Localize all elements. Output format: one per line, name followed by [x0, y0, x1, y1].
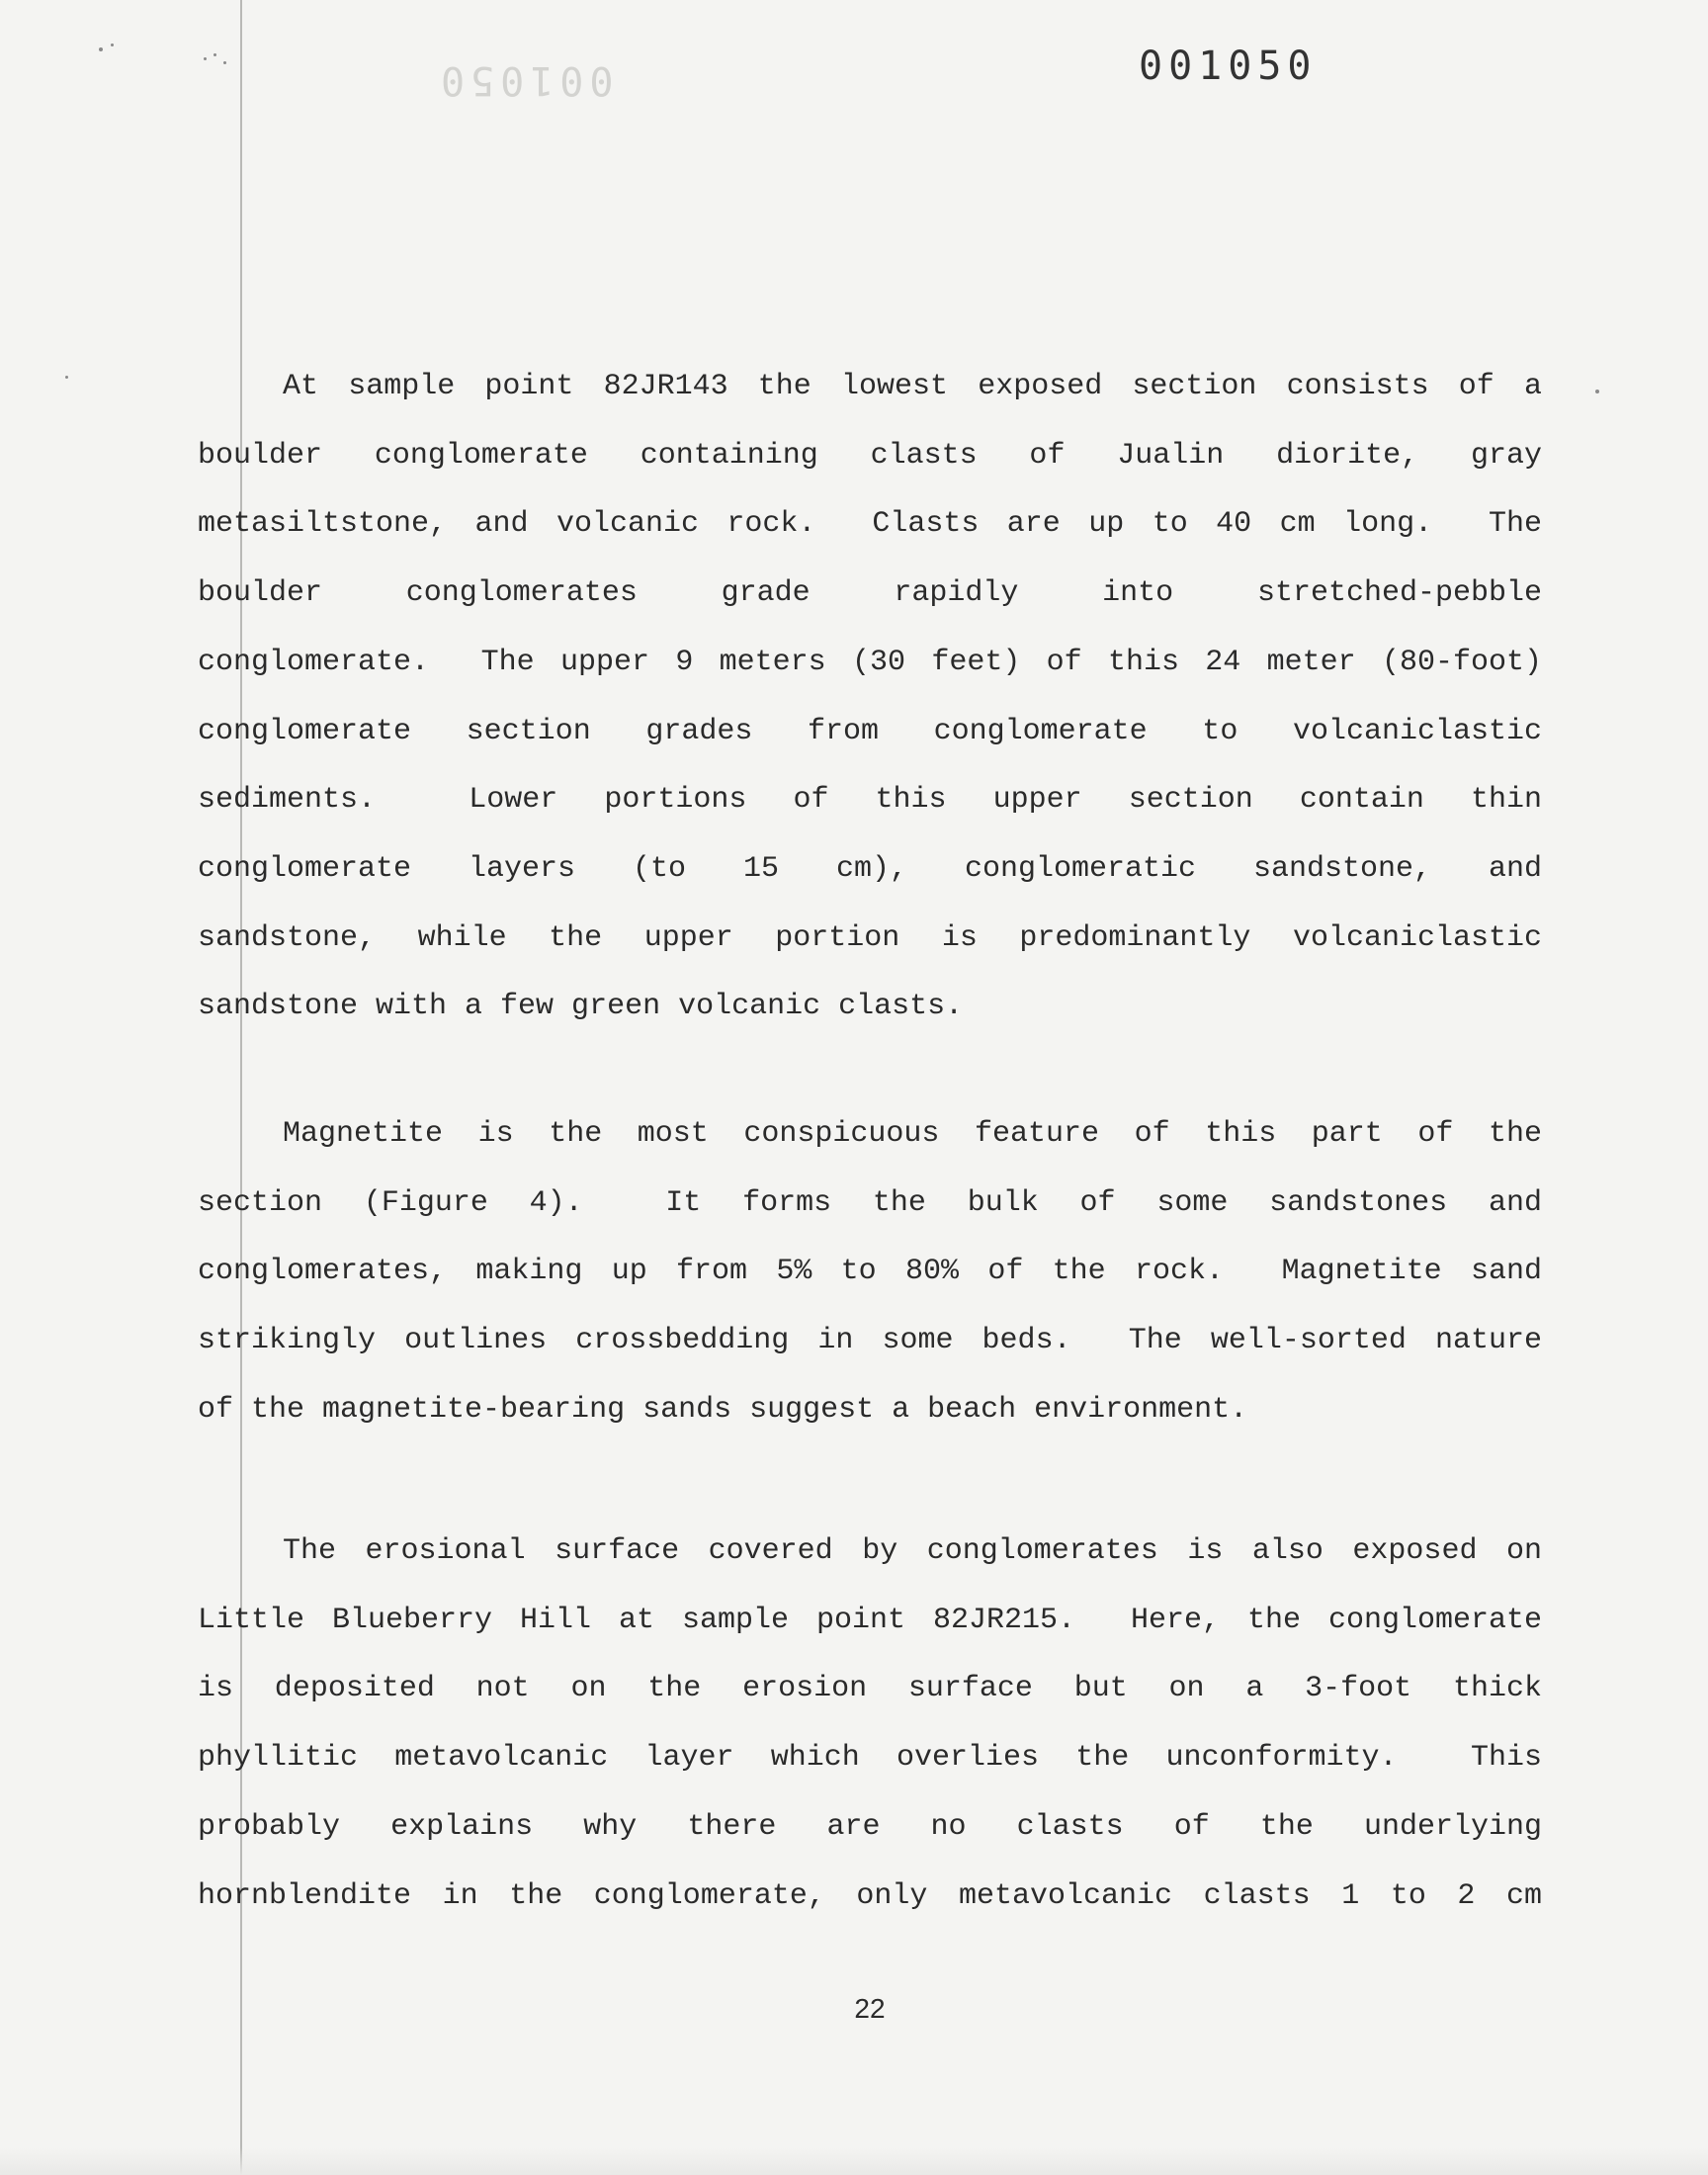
scan-speck [1595, 390, 1599, 393]
text-line: hornblendite in the conglomerate, only metavolcanic clasts 1 to 2 cm [198, 1878, 1542, 1913]
scan-speck [111, 44, 114, 46]
text-line: of the magnetite-bearing sands suggest a beach environment. [198, 1392, 1248, 1427]
text-line: At sample point 82JR143 the lowest exposed section consists of a [283, 370, 1542, 403]
document-number: 001050 [1139, 44, 1318, 89]
text-line: sandstone, while the upper portion is predominantly volcaniclastic [198, 920, 1542, 955]
text-line: strikingly outlines crossbedding in some beds. The well-sorted nature [198, 1324, 1542, 1358]
text-line: The erosional surface covered by conglomerates is also exposed on [283, 1534, 1542, 1568]
text-line: conglomerate section grades from conglomerate to volcaniclastic [198, 714, 1542, 748]
text-line: sediments. Lower portions of this upper section contain thin [198, 783, 1542, 818]
text-line: boulder conglomerates grade rapidly into stretched-pebble [198, 576, 1542, 611]
text-line: conglomerate. The upper 9 meters (30 feet) of this 24 meter (80-foot) [198, 645, 1542, 679]
scan-speck [214, 53, 216, 56]
text-line: is deposited not on the erosion surface but on a 3-foot thick [198, 1672, 1542, 1706]
scan-speck [99, 47, 103, 51]
text-line: sandstone with a few green volcanic clasts. [198, 990, 964, 1024]
text-line: conglomerate layers (to 15 cm), conglomeratic sandstone, and [198, 851, 1542, 886]
text-line: conglomerates, making up from 5% to 80% of the rock. Magnetite sand [198, 1255, 1542, 1289]
text-line: Magnetite is the most conspicuous feature of this part of the [283, 1117, 1542, 1151]
paragraph-3 [198, 1518, 1542, 1931]
text-line: Little Blueberry Hill at sample point 82JR215. Here, the conglomerate [198, 1603, 1542, 1637]
scan-speck [65, 376, 68, 379]
text-line: section (Figure 4). It forms the bulk of some sandstones and [198, 1185, 1542, 1220]
text-line: boulder conglomerate containing clasts of Jualin diorite, gray [198, 438, 1542, 473]
scan-speck [204, 57, 207, 60]
page-number: 22 [854, 1993, 886, 2024]
paragraph-1 [198, 353, 1542, 1042]
paragraph-2 [198, 1100, 1542, 1445]
text-line: metasiltstone, and volcanic rock. Clasts are up to 40 cm long. The [198, 507, 1542, 542]
bleed-through-document-number: 001050 [435, 57, 614, 103]
text-line: probably explains why there are no clasts of the underlying [198, 1809, 1542, 1844]
scan-speck [223, 61, 226, 64]
text-line: phyllitic metavolcanic layer which overlies the unconformity. This [198, 1741, 1542, 1776]
